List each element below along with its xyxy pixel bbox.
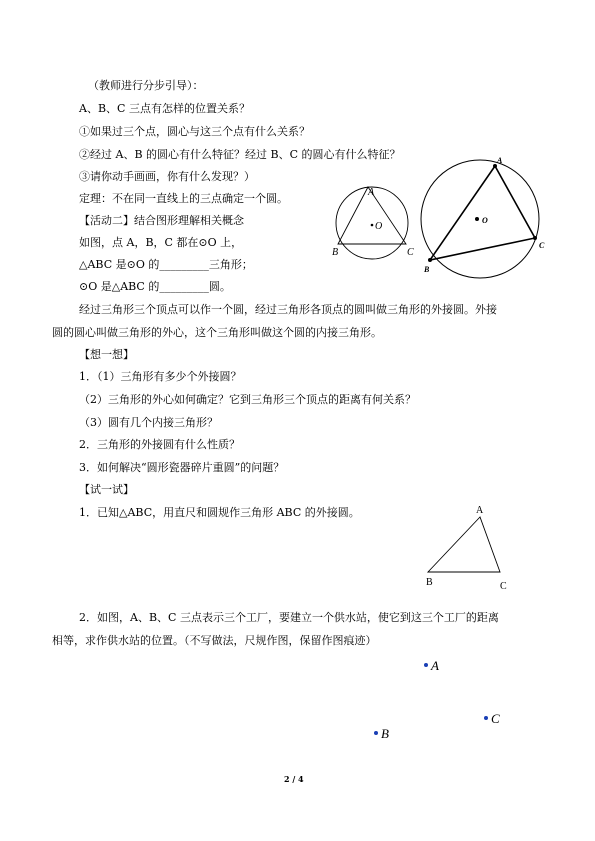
label-c: C	[539, 241, 545, 250]
point-c	[484, 716, 488, 720]
section-heading: 【试一试】	[79, 483, 134, 496]
page-number: 2 / 4	[284, 774, 304, 784]
text-line: △ABC 是⊙O 的_________三角形；	[79, 258, 253, 271]
text-line: （2）三角形的外心如何确定？它到三角形三个顶点的距离有何关系？	[79, 393, 416, 406]
text-line: ①如果过三个点，圆心与这三个点有什么关系？	[79, 125, 310, 138]
center-point	[475, 217, 479, 221]
label-a: A	[368, 187, 375, 198]
text-line: 如图，点 A，B，C 都在⊙O 上，	[79, 236, 243, 249]
text-line: 1．（1）三角形有多少个外接圆？	[79, 370, 242, 383]
label-b: B	[332, 247, 339, 258]
point-b	[428, 258, 432, 262]
label-a: A	[431, 658, 439, 673]
section-heading: 【活动二】结合图形理解相关概念	[79, 214, 244, 227]
label-o: O	[375, 221, 383, 232]
point-b	[374, 731, 378, 735]
label-c: C	[491, 711, 500, 726]
text-line: 定理：不在同一直线上的三点确定一个圆。	[79, 192, 288, 205]
label-c: C	[500, 581, 507, 592]
point-a	[424, 663, 428, 667]
label-b: B	[381, 726, 389, 741]
label-a: A	[497, 156, 503, 165]
text-line: ③请你动手画画，你有什么发现？）	[79, 170, 255, 183]
text-line: ②经过 A、B 的圆心有什么特征？经过 B、C 的圆心有什么特征？	[79, 148, 401, 161]
text-line: 圆的圆心叫做三角形的外心，这个三角形叫做这个圆的内接三角形。	[52, 326, 382, 339]
triangle-shape	[428, 517, 500, 572]
label-a: A	[476, 505, 484, 516]
figure-circle-triangle-small	[328, 183, 418, 263]
text-line: （3）圆有几个内接三角形？	[79, 416, 218, 429]
circle-shape	[421, 160, 539, 278]
label-b: B	[426, 577, 433, 588]
text-line: （教师进行分步引导）：	[88, 79, 204, 92]
section-heading: 【想一想】	[79, 348, 134, 361]
label-c: C	[407, 247, 414, 258]
triangle-shape	[430, 166, 535, 260]
label-o: O	[482, 216, 488, 225]
text-line: 3．如何解决“圆形瓷器碎片重圆”的问题？	[79, 461, 285, 474]
text-line: 相等，求作供水站的位置。（不写做法，尺规作图，保留作图痕迹）	[52, 634, 377, 647]
text-line: 2．三角形的外接圆有什么性质？	[79, 438, 240, 451]
center-point	[371, 224, 374, 227]
point-c	[533, 236, 537, 240]
text-line: A、B、C 三点有怎样的位置关系？	[79, 102, 250, 115]
text-line: 经过三角形三个顶点可以作一个圆，经过三角形各顶点的圆叫做三角形的外接圆。外接	[79, 303, 497, 316]
text-line: 1．已知△ABC，用直尺和圆规作三角形 ABC 的外接圆。	[79, 506, 360, 519]
figure-circle-triangle-large	[415, 156, 555, 282]
figure-three-points	[360, 650, 510, 745]
text-line: ⊙O 是△ABC 的_________圆。	[79, 280, 231, 293]
text-line: 2．如图，A、B、C 三点表示三个工厂，要建立一个供水站，使它到这三个工厂的距离	[79, 611, 499, 624]
label-b: B	[424, 265, 430, 274]
figure-triangle-abc	[418, 500, 518, 595]
